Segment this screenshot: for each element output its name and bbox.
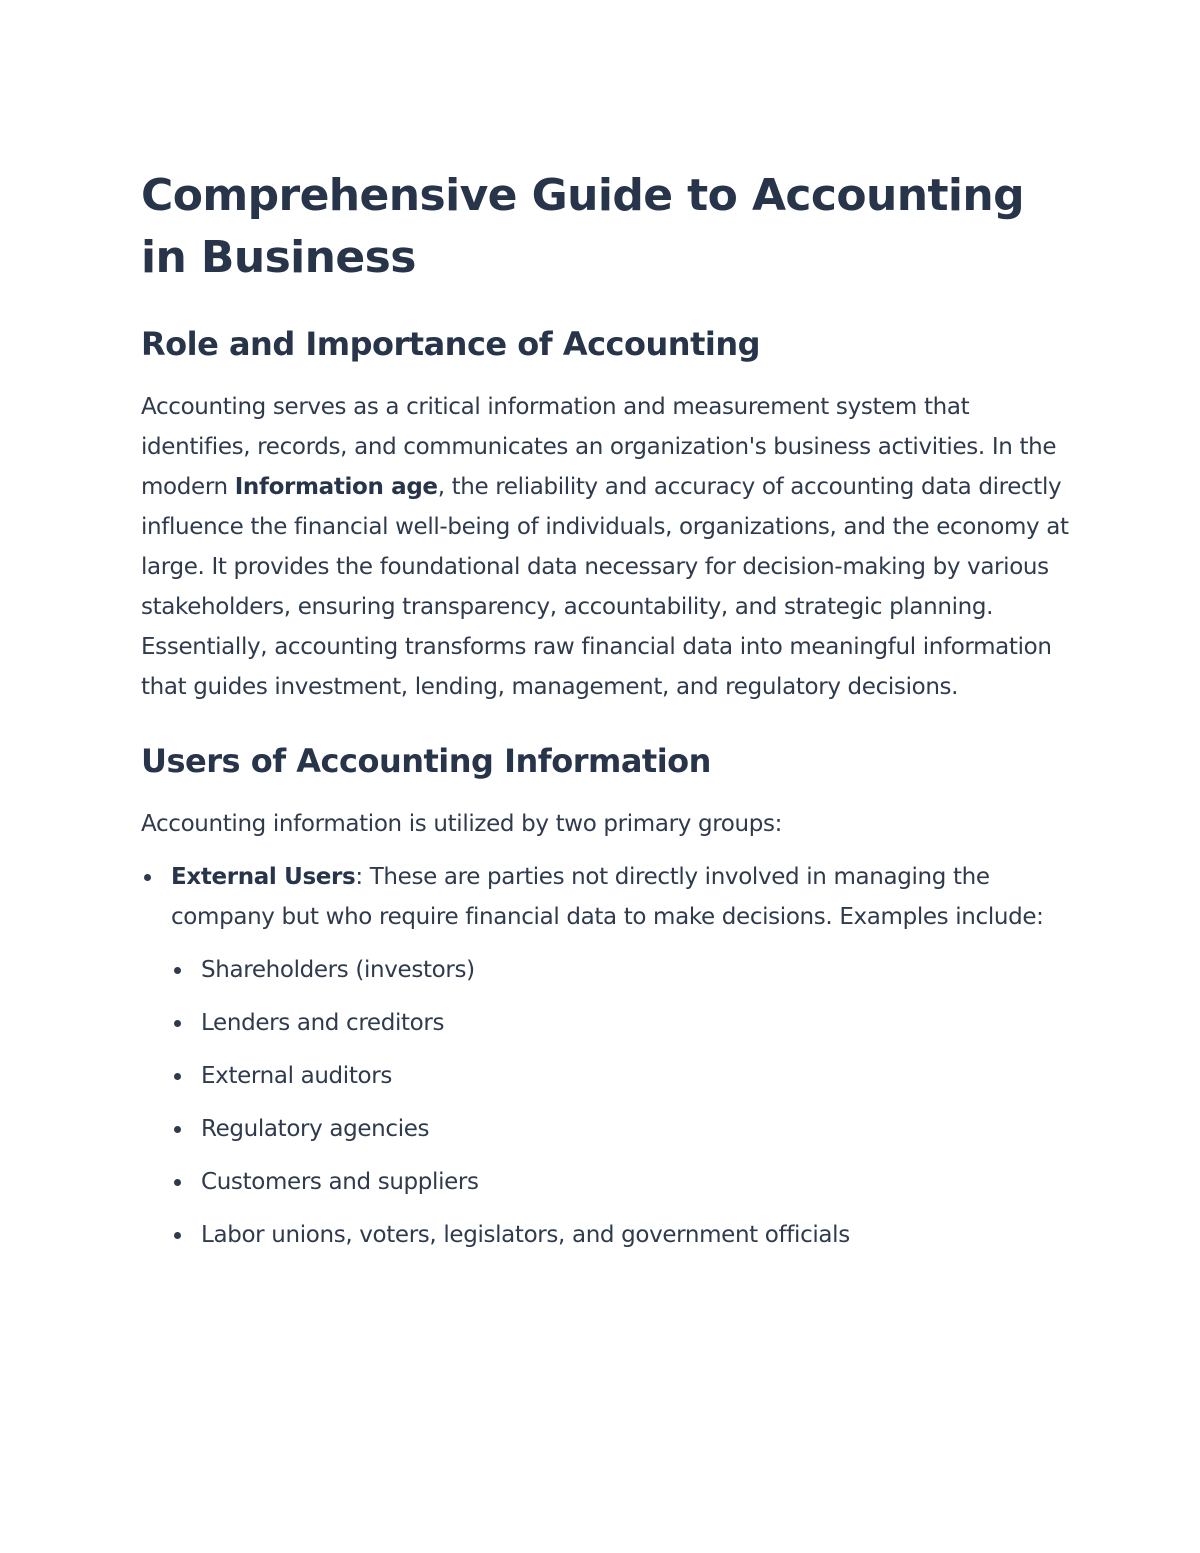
- list-item: [171, 1003, 1071, 1043]
- bullet-icon: [174, 1179, 181, 1186]
- list-item: [171, 950, 1071, 990]
- information-age-bold: Information age: [234, 474, 438, 500]
- role-paragraph-text-1: Accounting serves as a critical information and measurement system that identifies, records, and communicates an organization's business activities. In the modern: [141, 394, 1057, 500]
- users-intro: Accounting information is utilized by two primary groups:: [141, 811, 783, 837]
- list-item-text: Labor unions, voters, legislators, and government officials: [201, 1222, 850, 1248]
- list-item-external-users: [141, 857, 1071, 1255]
- list-item: [171, 1162, 1071, 1202]
- section-heading-role: Role and Importance of Accounting: [141, 325, 761, 363]
- section-heading-users: Users of Accounting Information: [141, 742, 711, 780]
- bullet-icon: [174, 967, 181, 974]
- list-item-text: Regulatory agencies: [201, 1116, 430, 1142]
- list-item-text: External auditors: [201, 1063, 392, 1089]
- role-paragraph: [141, 387, 1071, 707]
- document-page: [141, 165, 1071, 1255]
- role-paragraph-text-2: , the reliability and accuracy of accounting data directly influence the financial well-being of individuals, organizations, and the economy at large. It provides the foundational data necessary for decision-making by various stakeholders, ensuring transparency, accountability, and strategic planning. Essentially, accounting transforms raw financial data into meaningful information that guides investment, lending, management, and regulatory decisions.: [141, 474, 1069, 700]
- external-users-sublist: [171, 950, 1071, 1255]
- list-item: [171, 1215, 1071, 1255]
- bullet-icon: [144, 874, 151, 881]
- list-item-text: Lenders and creditors: [201, 1010, 445, 1036]
- bullet-icon: [174, 1020, 181, 1027]
- bullet-icon: [174, 1232, 181, 1239]
- external-users-text: : These are parties not directly involved in managing the company but who require financial data to make decisions. Examples include:: [171, 864, 1044, 930]
- list-item-text: Shareholders (investors): [201, 957, 475, 983]
- external-users-label: External Users: [171, 864, 356, 890]
- users-list: [141, 857, 1071, 1255]
- document-title: Comprehensive Guide to Accounting in Business: [141, 170, 1024, 283]
- list-item: [171, 1056, 1071, 1096]
- bullet-icon: [174, 1126, 181, 1133]
- list-item: [171, 1109, 1071, 1149]
- list-item-text: Customers and suppliers: [201, 1169, 479, 1195]
- bullet-icon: [174, 1073, 181, 1080]
